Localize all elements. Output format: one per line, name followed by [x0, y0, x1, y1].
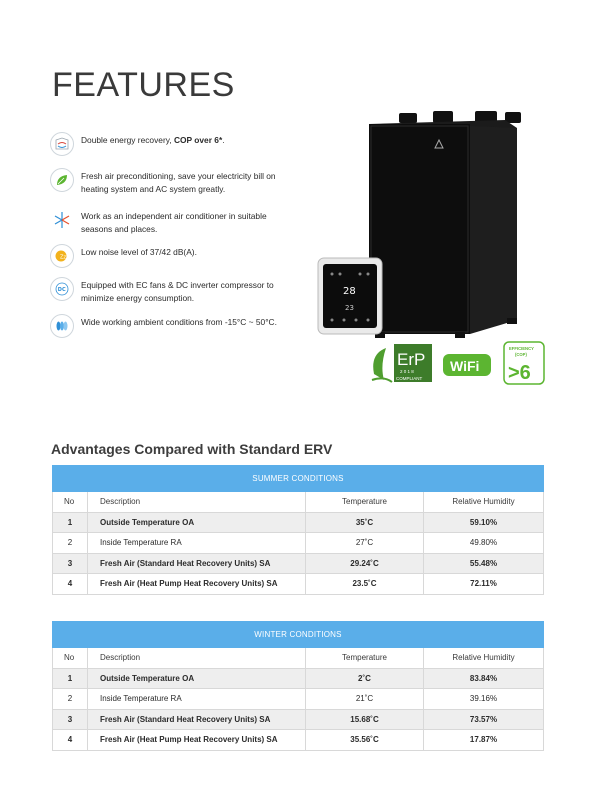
- row-number: 3: [53, 709, 88, 730]
- row-humidity: 59.10%: [424, 512, 544, 533]
- product-image: [315, 110, 555, 340]
- feature-text: Work as an independent air conditioner in suitable seasons and places.: [81, 211, 267, 234]
- feature-text: Low noise level of 37/42 dB(A).: [81, 247, 197, 257]
- feature-text: Wide working ambient conditions from -15°C ~ 50°C.: [81, 317, 277, 327]
- erp-badge-year: 2 0 1 8: [400, 369, 414, 374]
- section-title: Advantages Compared with Standard ERV: [51, 441, 333, 457]
- row-humidity: 73.57%: [424, 709, 544, 730]
- row-temperature: 35.56˚C: [306, 730, 424, 751]
- row-number: 2: [53, 533, 88, 554]
- summer-table-title: SUMMER CONDITIONS: [53, 466, 544, 492]
- row-number: 1: [53, 668, 88, 689]
- table-row: [53, 689, 544, 710]
- row-temperature: 23.5˚C: [306, 574, 424, 595]
- row-humidity: 83.84%: [424, 668, 544, 689]
- table-row: [53, 730, 544, 751]
- column-header-temperature: Temperature: [306, 648, 424, 669]
- row-description: Inside Temperature RA: [88, 689, 306, 710]
- column-header-temperature: Temperature: [306, 492, 424, 513]
- table-header-row: [53, 648, 544, 669]
- column-header-no: No: [53, 648, 88, 669]
- dc-inverter-icon: [50, 277, 74, 301]
- page-title: FEATURES: [52, 66, 235, 104]
- heat-recovery-icon: [50, 132, 74, 156]
- row-description: Inside Temperature RA: [88, 533, 306, 554]
- feature-text: Equipped with EC fans & DC inverter compressor to minimize energy consumption.: [81, 280, 274, 303]
- row-number: 3: [53, 553, 88, 574]
- erp-badge-text: ErP: [397, 350, 426, 369]
- wifi-badge: [443, 354, 491, 376]
- cop-badge-label: EFFICIENCY: [509, 346, 534, 351]
- row-description: Fresh Air (Standard Heat Recovery Units) SA: [88, 709, 306, 730]
- column-header-description: Description: [88, 492, 306, 513]
- svg-text:DC: DC: [57, 287, 66, 293]
- row-humidity: 39.16%: [424, 689, 544, 710]
- row-temperature: 21˚C: [306, 689, 424, 710]
- row-temperature: 35˚C: [306, 512, 424, 533]
- row-temperature: 2˚C: [306, 668, 424, 689]
- feature-item: [50, 244, 300, 268]
- erp-badge-sub: COMPLIANT: [396, 376, 423, 381]
- column-header-humidity: Relative Humidity: [424, 492, 544, 513]
- certification-badges: [370, 340, 550, 390]
- winter-conditions-table: [52, 621, 544, 751]
- erp-badge: [372, 344, 432, 382]
- row-temperature: 27˚C: [306, 533, 424, 554]
- column-header-no: No: [53, 492, 88, 513]
- row-humidity: 72.11%: [424, 574, 544, 595]
- row-number: 1: [53, 512, 88, 533]
- row-number: 4: [53, 730, 88, 751]
- svg-text:Zzz: Zzz: [60, 254, 69, 261]
- cop-badge-value: >6: [508, 362, 531, 384]
- feature-text: Fresh air preconditioning, save your electricity bill on heating system and AC system greatly.: [81, 171, 276, 194]
- low-noise-icon: [50, 244, 74, 268]
- row-number: 2: [53, 689, 88, 710]
- controller-temp: 28: [343, 286, 356, 297]
- feature-item: [50, 168, 300, 195]
- winter-table-title: WINTER CONDITIONS: [53, 622, 544, 648]
- row-description: Outside Temperature OA: [88, 668, 306, 689]
- row-humidity: 55.48%: [424, 553, 544, 574]
- feature-item: [50, 314, 300, 338]
- leaf-icon: [50, 168, 74, 192]
- table-row: [53, 574, 544, 595]
- table-row: [53, 553, 544, 574]
- controller-setpoint: 23: [345, 304, 354, 312]
- temperature-range-icon: [50, 314, 74, 338]
- feature-item: [50, 132, 300, 156]
- cop-badge: [504, 342, 544, 384]
- wifi-badge-text: WiFi: [450, 358, 480, 374]
- table-row: [53, 533, 544, 554]
- cop-badge-sublabel: (COP): [515, 352, 527, 357]
- column-header-description: Description: [88, 648, 306, 669]
- feature-text: Double energy recovery, COP over 6*.: [81, 135, 225, 145]
- table-header-row: [53, 492, 544, 513]
- table-row: [53, 512, 544, 533]
- row-humidity: 49.80%: [424, 533, 544, 554]
- row-temperature: 15.68˚C: [306, 709, 424, 730]
- summer-conditions-table: [52, 465, 544, 595]
- table-row: [53, 709, 544, 730]
- feature-item: [50, 208, 300, 235]
- row-number: 4: [53, 574, 88, 595]
- row-temperature: 29.24˚C: [306, 553, 424, 574]
- column-header-humidity: Relative Humidity: [424, 648, 544, 669]
- row-description: Fresh Air (Heat Pump Heat Recovery Units) SA: [88, 574, 306, 595]
- table-row: [53, 668, 544, 689]
- row-humidity: 17.87%: [424, 730, 544, 751]
- feature-item: [50, 277, 300, 304]
- row-description: Fresh Air (Standard Heat Recovery Units) SA: [88, 553, 306, 574]
- row-description: Fresh Air (Heat Pump Heat Recovery Units) SA: [88, 730, 306, 751]
- row-description: Outside Temperature OA: [88, 512, 306, 533]
- sun-snowflake-icon: [50, 208, 74, 232]
